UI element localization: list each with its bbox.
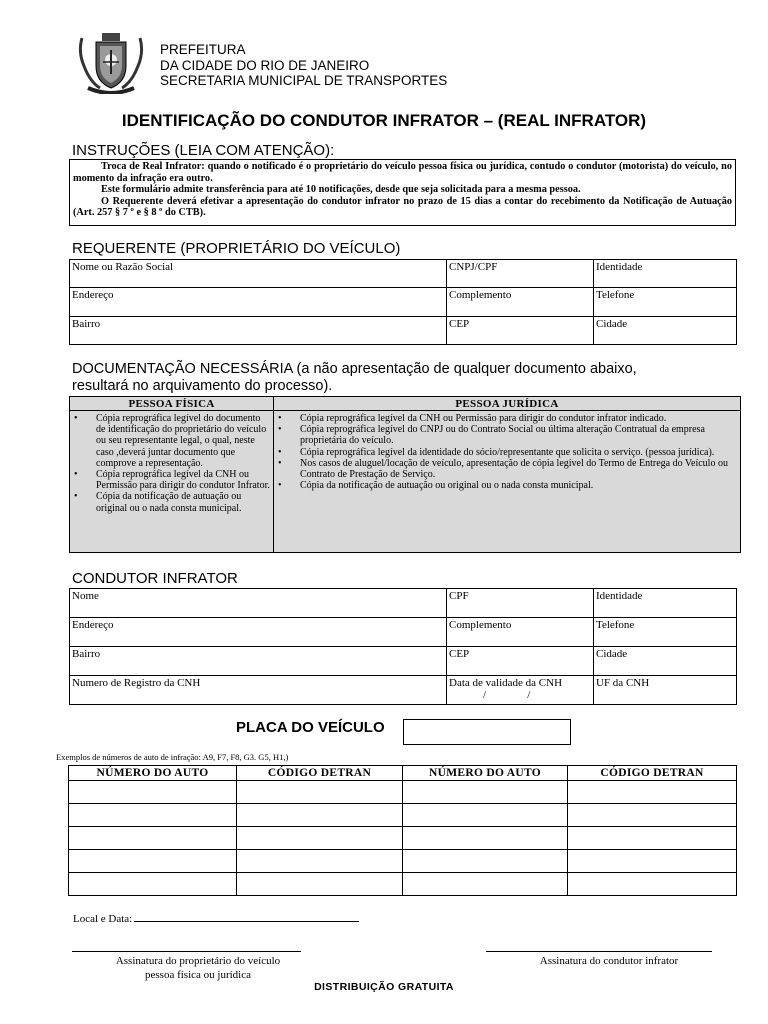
driver-cep-field[interactable]: CEP <box>447 647 594 676</box>
driver-signature-line[interactable] <box>486 951 712 952</box>
owner-city-field[interactable]: Cidade <box>594 317 737 345</box>
place-and-date <box>73 912 359 925</box>
auto-number-cell[interactable] <box>403 850 568 873</box>
detran-code-cell[interactable] <box>568 827 737 850</box>
column-header-pessoa-juridica: PESSOA JURÍDICA <box>274 397 741 411</box>
instruction-paragraph-1: Troca de Real Infrator: quando o notificado é o proprietário do veículo pessoa física ou jurídica, contudo o condutor (motorista) do veículo, no momento da infração era outro. <box>73 161 732 184</box>
owner-name-field[interactable]: Nome ou Razão Social <box>70 260 447 288</box>
driver-cnh-number-field[interactable]: Numero de Registro da CNH <box>70 676 447 705</box>
owner-identity-field[interactable]: Identidade <box>594 260 737 288</box>
organization-name <box>160 42 447 89</box>
instructions-box <box>69 159 736 226</box>
auto-number-cell[interactable] <box>69 804 237 827</box>
auto-number-cell[interactable] <box>403 804 568 827</box>
driver-phone-field[interactable]: Telefone <box>594 618 737 647</box>
owner-signature-caption-line-1: Assinatura do proprietário do veículo <box>115 955 281 967</box>
table-row <box>69 827 737 850</box>
table-row <box>69 804 737 827</box>
owner-neighborhood-field[interactable]: Bairro <box>70 317 447 345</box>
document-title: IDENTIFICAÇÃO DO CONDUTOR INFRATOR – (REAL INFRATOR) <box>121 111 647 130</box>
column-header-detran-code: CÓDIGO DETRAN <box>237 766 403 781</box>
auto-number-cell[interactable] <box>403 781 568 804</box>
table-row <box>69 873 737 896</box>
instruction-paragraph-2: Este formulário admite transferência para até 10 notificações, desde que seja solicitada para a mesma pessoa. <box>101 184 581 196</box>
column-header-pessoa-fisica: PESSOA FÍSICA <box>70 397 274 411</box>
table-row <box>70 618 737 647</box>
list-item: • Cópia da notificação de autuação ou original ou o nada consta municipal. <box>72 491 271 513</box>
cnh-validity-label: Data de validade da CNH <box>449 677 563 689</box>
distribution-note: DISTRIBUIÇÃO GRATUITA <box>314 981 454 993</box>
place-and-date-input[interactable] <box>134 912 359 922</box>
table-row <box>70 288 737 317</box>
list-item: • Cópia reprográfica legível da CNH ou Permissão para dirigir do condutor infrator indicado. <box>276 413 738 424</box>
documentation-heading-line-2: resultará no arquivamento do processo). <box>72 378 333 394</box>
driver-complement-field[interactable]: Complemento <box>447 618 594 647</box>
plate-input[interactable] <box>403 719 571 745</box>
requerente-table <box>69 259 737 345</box>
instructions-heading: INSTRUÇÕES (LEIA COM ATENÇÃO): <box>72 142 335 159</box>
driver-name-field[interactable]: Nome <box>70 589 447 618</box>
list-item: • Cópia reprográfica legível da identidade do sócio/representante que solicita o serviço. (pessoa jurídica). <box>276 447 738 458</box>
owner-cep-field[interactable]: CEP <box>447 317 594 345</box>
driver-address-field[interactable]: Endereço <box>70 618 447 647</box>
table-row <box>69 850 737 873</box>
table-row <box>70 317 737 345</box>
owner-address-field[interactable]: Endereço <box>70 288 447 317</box>
org-line-2: DA CIDADE DO RIO DE JANEIRO <box>160 57 370 73</box>
detran-code-cell[interactable] <box>237 804 403 827</box>
plate-label: PLACA DO VEÍCULO <box>236 719 385 736</box>
owner-signature-caption <box>72 954 324 982</box>
documentation-table <box>69 396 741 553</box>
owner-cnpj-cpf-field[interactable]: CNPJ/CPF <box>447 260 594 288</box>
auto-number-cell[interactable] <box>69 781 237 804</box>
list-item: • Cópia da notificação de autuação ou original ou o nada consta municipal. <box>276 480 738 491</box>
auto-number-cell[interactable] <box>69 873 237 896</box>
auto-number-cell[interactable] <box>403 873 568 896</box>
table-row <box>70 260 737 288</box>
detran-code-cell[interactable] <box>568 804 737 827</box>
detran-code-cell[interactable] <box>237 850 403 873</box>
owner-phone-field[interactable]: Telefone <box>594 288 737 317</box>
column-header-auto-number: NÚMERO DO AUTO <box>69 766 237 781</box>
org-line-1: PREFEITURA <box>160 42 246 57</box>
detran-code-cell[interactable] <box>568 873 737 896</box>
auto-number-cell[interactable] <box>403 827 568 850</box>
cnh-validity-date-slots: / / <box>483 689 531 701</box>
detran-code-cell[interactable] <box>237 827 403 850</box>
driver-cnh-validity-field[interactable] <box>447 676 594 705</box>
detran-code-cell[interactable] <box>568 781 737 804</box>
table-row <box>69 781 737 804</box>
place-and-date-label: Local e Data: <box>73 913 133 925</box>
city-coat-of-arms-icon <box>76 32 146 94</box>
column-header-auto-number: NÚMERO DO AUTO <box>403 766 568 781</box>
requerente-heading: REQUERENTE (PROPRIETÁRIO DO VEÍCULO) <box>72 240 401 257</box>
table-row <box>70 589 737 618</box>
list-item: • Cópia reprográfica legível do CNPJ ou do Contrato Social ou última alteração Contratual da empresa proprietária do veículo. <box>276 424 738 446</box>
driver-city-field[interactable]: Cidade <box>594 647 737 676</box>
owner-signature-line[interactable] <box>72 951 301 952</box>
condutor-table <box>69 588 737 705</box>
driver-cpf-field[interactable]: CPF <box>447 589 594 618</box>
detran-code-cell[interactable] <box>568 850 737 873</box>
table-row <box>70 676 737 705</box>
driver-identity-field[interactable]: Identidade <box>594 589 737 618</box>
condutor-heading: CONDUTOR INFRATOR <box>72 570 238 587</box>
pessoa-fisica-requirements <box>70 411 274 553</box>
auto-infraction-table <box>68 765 737 896</box>
auto-number-cell[interactable] <box>69 827 237 850</box>
auto-examples-note: Exemplos de números de auto de infração: A9, F7, F8, G3. G5, H1,) <box>56 752 289 762</box>
owner-complement-field[interactable]: Complemento <box>447 288 594 317</box>
documentation-heading-line-1: DOCUMENTAÇÃO NECESSÁRIA (a não apresentação de qualquer documento abaixo, <box>72 361 637 377</box>
auto-number-cell[interactable] <box>69 850 237 873</box>
table-row <box>70 647 737 676</box>
driver-cnh-uf-field[interactable]: UF da CNH <box>594 676 737 705</box>
list-item: • Cópia reprográfica legível da CNH ou Permissão para dirigir do condutor Infrator. <box>72 469 271 491</box>
driver-signature-caption: Assinatura do condutor infrator <box>539 955 679 967</box>
documentation-heading <box>72 361 637 395</box>
driver-neighborhood-field[interactable]: Bairro <box>70 647 447 676</box>
column-header-detran-code: CÓDIGO DETRAN <box>568 766 737 781</box>
org-line-3: SECRETARIA MUNICIPAL DE TRANSPORTES <box>160 73 448 88</box>
list-item: • Cópia reprográfica legível do documento de identificação do proprietário do veículo ou seu representante legal, o qual, neste caso ,deverá juntar documento que comprove a representação. <box>72 413 271 469</box>
list-item: • Nos casos de aluguel/locação de veículo, apresentação de cópia legível do Termo de Entrega do Veículo ou Contrato de Prestação de Serviço. <box>276 458 738 480</box>
instruction-paragraph-3: O Requerente deverá efetivar a apresentação do condutor infrator no prazo de 15 dias a contar do recebimento da Notificação de Autuação (Art. 257 § 7 º e § 8 º do CTB). <box>73 195 732 219</box>
detran-code-cell[interactable] <box>237 873 403 896</box>
detran-code-cell[interactable] <box>237 781 403 804</box>
pessoa-juridica-requirements <box>274 411 741 553</box>
owner-signature-caption-line-2: pessoa física ou jurídica <box>145 969 251 981</box>
